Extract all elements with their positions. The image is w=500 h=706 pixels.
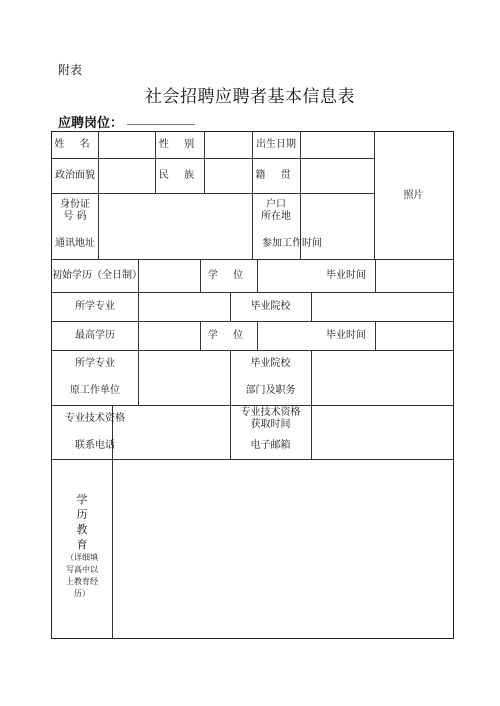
household-label: 户口 所在地 [261,199,291,222]
graduation-time-field[interactable] [375,259,453,292]
form-title: 社会招聘应聘者基本信息表 [145,87,355,107]
former-employer-label: 原工作单位 [70,385,120,396]
former-employer-field[interactable] [138,377,230,405]
degree-field[interactable] [257,321,317,350]
name-label: 姓 名 [54,139,96,150]
id-card-label: 身份证 号 码 [60,199,90,222]
department-position-field[interactable] [311,377,453,405]
household-field[interactable] [300,193,374,229]
major-field[interactable] [138,292,230,321]
title-obtained-time-field[interactable] [311,405,453,433]
phone-label: 联系电话 [75,440,115,451]
address-label: 通讯地址 [55,238,95,249]
ethnicity-field[interactable] [204,158,252,193]
professional-title-field[interactable] [138,405,230,433]
degree-label: 学 位 [207,329,250,341]
school-field[interactable] [311,292,453,321]
email-field[interactable] [311,433,453,459]
applied-post-input-line[interactable] [127,124,195,125]
applicant-info-form [51,131,454,639]
work-start-label: 参加工作时间 [262,238,322,249]
birth-date-field[interactable] [300,132,374,158]
gender-label: 性 别 [158,139,201,150]
id-card-field[interactable] [98,193,252,229]
major-label: 所学专业 [75,357,115,369]
email-label: 电子邮箱 [250,440,291,451]
address-field[interactable] [98,229,252,259]
gender-field[interactable] [204,132,252,158]
graduation-time-label: 毕业时间 [326,269,366,281]
major-label: 所学专业 [75,300,115,312]
appendix-label: 附表 [58,63,83,77]
political-status-field[interactable] [98,158,155,193]
photo-box[interactable]: 照片 [403,189,424,201]
native-place-label: 籍 贯 [255,169,297,181]
work-start-field[interactable] [332,229,374,259]
initial-education-label: 初始学历（全日制） [52,269,142,281]
education-history-label [52,492,112,600]
highest-education-field[interactable] [138,321,200,350]
education-history-note: （详细填 写高中以 上教育经 历） [66,553,98,598]
professional-title-label: 专业技术资格 [65,413,125,424]
political-status-label: 政治面貌 [55,169,95,181]
applied-post-label: 应聘岗位： [58,116,124,131]
department-position-label: 部门及职务 [245,385,296,396]
school-label: 毕业院校 [250,300,291,312]
ethnicity-label: 民 族 [158,169,201,181]
title-obtained-time-label: 专业技术资格 获取时间 [240,407,301,430]
birth-date-label: 出生日期 [256,139,296,150]
phone-field[interactable] [138,433,230,459]
graduation-time-label: 毕业时间 [326,329,366,341]
highest-education-label: 最高学历 [75,329,115,341]
degree-label: 学 位 [207,269,250,281]
initial-education-field[interactable] [138,259,200,292]
school-field[interactable] [311,350,453,377]
degree-field[interactable] [257,259,317,292]
school-label: 毕业院校 [250,357,291,369]
graduation-time-field[interactable] [375,321,453,350]
education-history-field[interactable] [112,459,453,638]
major-field[interactable] [138,350,230,377]
native-place-field[interactable] [300,158,374,193]
name-field[interactable] [98,132,155,158]
education-history-title: 学 历 教 育 [76,493,88,551]
